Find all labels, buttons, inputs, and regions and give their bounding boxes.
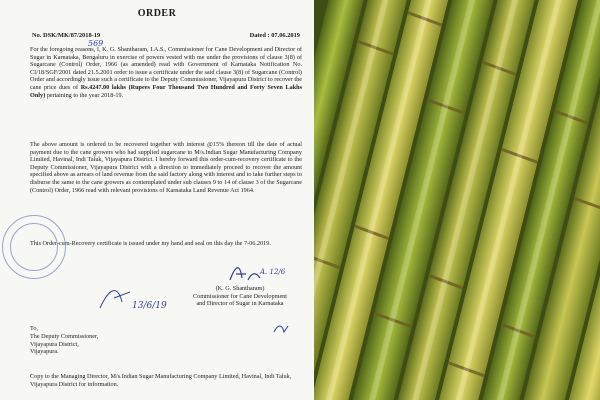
sugarcane-photo (314, 0, 600, 400)
recipient-line-1: The Deputy Commissioner, (30, 332, 99, 340)
recovery-amount: Rs.4247.00 lakhs (Rupees Four Thousand Two Hundred and Forty Seven Lakhs Only) (30, 83, 302, 99)
paragraph-1-text-a: For the foregoing reasons, I, K. G. Shantharam, I.A.S., Commissioner for Cane Development and Director of Sugar in Karnataka, Bengaluru in exercise of powers vested with me under the provisions of clause 3(8) of Sugarcane (Control) Order, 1966 (as amended) read with Government of Karnataka Notification No. CI/18/SGF/2001 dated 21.5.2001 order to issue a certificate under the said clause 3(8) of Sugarcane (Control) Order and accordingly issue such a certificate to the Deputy Commissioner, Vijayapura District to recover the cane price dues of (30, 46, 302, 91)
official-seal-stamp (2, 215, 66, 279)
handwritten-date-initials (96, 282, 186, 314)
paragraph-3: This Order-cum-Recovery certificate is issued under my hand and seal on this day the 7-06.2019. (30, 240, 271, 247)
document-date: Dated : 07.06.2019 (249, 32, 300, 39)
reference-number: No. DSK/MK/87/2018-19 (32, 32, 101, 39)
signatory-block (170, 285, 310, 308)
copy-to-note: Copy to the Managing Director, M/s.Indian Sugar Manufacturing Company Limited, Havinal, Indi Taluk, Vijayapura District for information. (30, 373, 292, 388)
signature-text: A. 12/6 (260, 268, 286, 276)
document-heading: ORDER (137, 8, 177, 19)
paragraph-1-text-b: pertaining to the year 2018-19. (45, 91, 124, 99)
handwritten-number-text: 569 (88, 39, 104, 48)
recipient-line-3: Vijayapura. (30, 348, 59, 356)
sugarcane-stalks-image (314, 0, 600, 400)
recipient-to: To, (30, 325, 38, 332)
signatory-title-1: Commissioner for Cane Development (193, 292, 287, 300)
officer-signature (226, 262, 286, 286)
paragraph-2: The above amount is ordered to be recovered together with interest @15% thereon till the date of actual payment due to the cane growers who had supplied sugarcane to M/s.Indian Sugar Manufacturing Company Limited, Havinal, Indi Taluk, Vijayapura District. I hereby forward this order-cum-recovery certificate to the Deputy Commissioner, Vijayapura District with a direction to immediately proceed to recover the amount specified above as arrears of land revenue from the said factory along with interest and to take further steps to disburse the same to the cane growers as contemplated under sub clauses 9 to 14 of clause 3 of the Sugarcane (Control) Order, 1966 read with relevant provisions of Karnataka Land Revenue Act 1964. (30, 141, 302, 194)
signatory-name: (K. G. Shantharam) (215, 285, 265, 292)
recipient-line-2: Vijayapura District, (30, 340, 79, 348)
small-initial-mark (272, 322, 292, 336)
signatory-title-2: and Director of Sugar in Karnataka (196, 300, 284, 308)
recipient-block (30, 325, 98, 356)
handwritten-date-text: 13/6/19 (132, 301, 167, 311)
paragraph-1 (30, 46, 302, 99)
